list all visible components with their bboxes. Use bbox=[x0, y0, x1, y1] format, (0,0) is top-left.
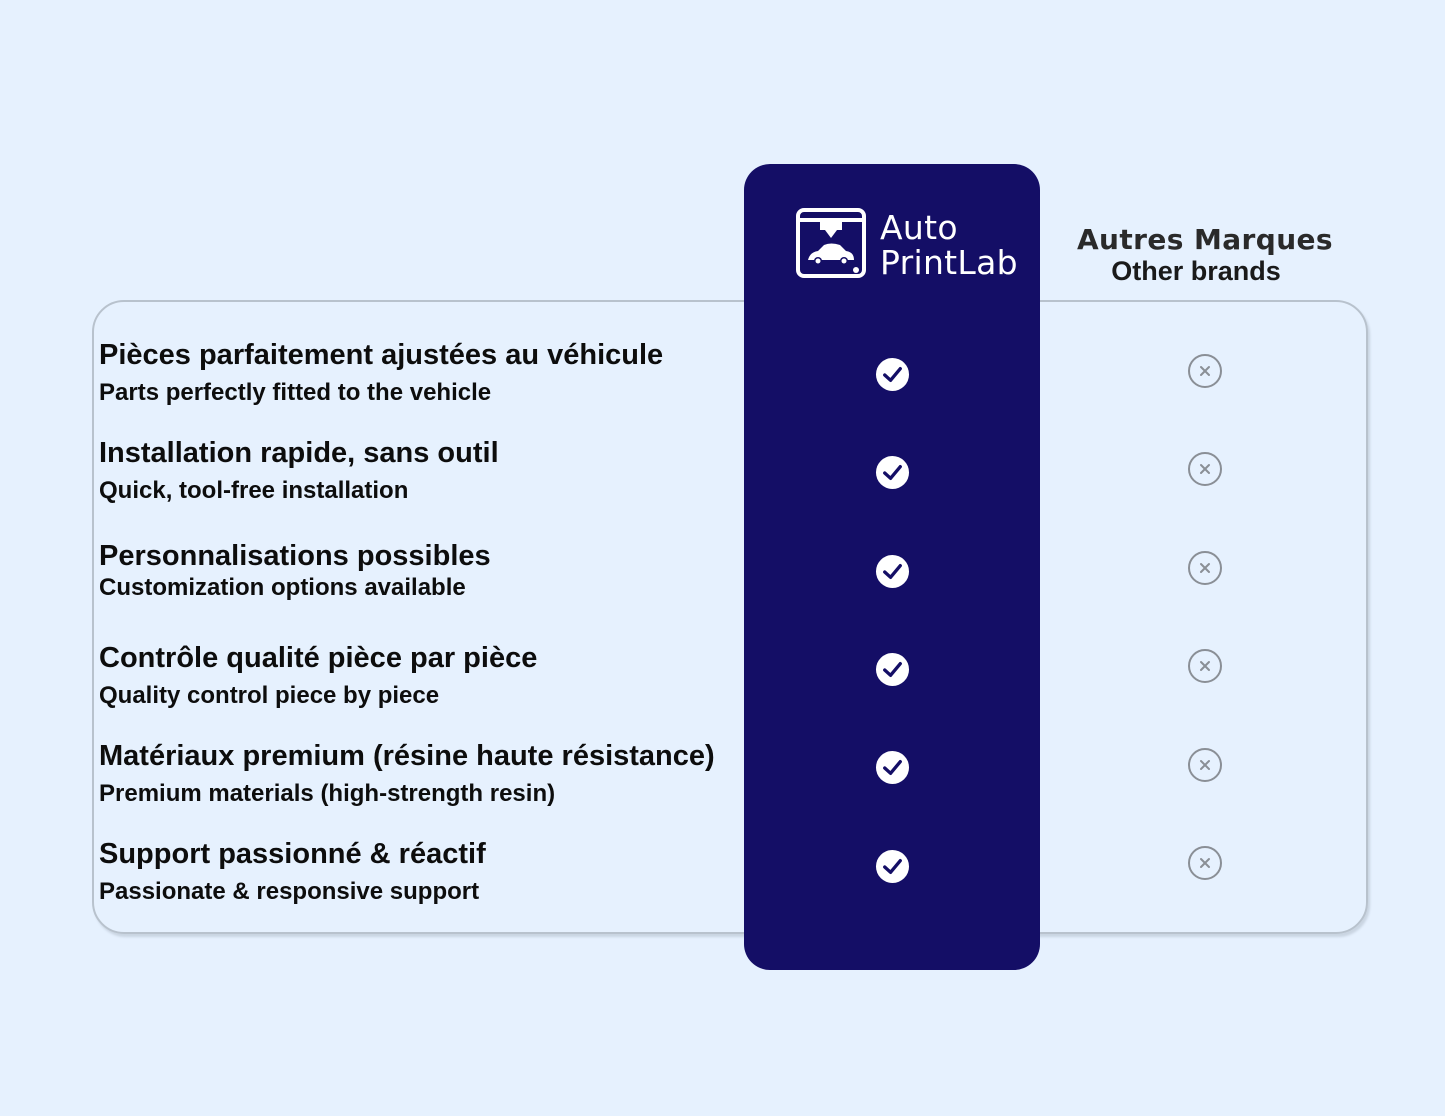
feature-title-en: Premium materials (high-strength resin) bbox=[99, 780, 556, 807]
feature-title-fr: Matériaux premium (résine haute résistance) bbox=[99, 740, 715, 772]
check-circle-icon bbox=[875, 357, 910, 392]
feature-row bbox=[99, 338, 749, 408]
x-circle-icon bbox=[1187, 845, 1223, 881]
feature-row bbox=[99, 539, 749, 603]
feature-row bbox=[99, 837, 749, 907]
feature-row bbox=[99, 641, 749, 711]
feature-title-en: Customization options available bbox=[99, 574, 466, 601]
feature-row bbox=[99, 739, 749, 809]
x-circle-icon bbox=[1187, 648, 1223, 684]
3d-printer-car-icon bbox=[796, 208, 866, 278]
feature-title-en: Quality control piece by piece bbox=[99, 682, 440, 709]
x-circle-icon bbox=[1187, 747, 1223, 783]
x-circle-icon bbox=[1187, 451, 1223, 487]
check-circle-icon bbox=[875, 652, 910, 687]
check-circle-icon bbox=[875, 750, 910, 785]
brand-name-line2: PrintLab bbox=[880, 243, 1018, 282]
feature-title-fr: Personnalisations possibles bbox=[99, 540, 491, 572]
feature-row bbox=[99, 436, 749, 506]
feature-title-en: Passionate & responsive support bbox=[99, 878, 480, 905]
check-circle-icon bbox=[875, 849, 910, 884]
feature-title-fr: Pièces parfaitement ajustées au véhicule bbox=[99, 339, 664, 371]
feature-title-fr: Installation rapide, sans outil bbox=[99, 437, 499, 469]
feature-title-fr: Contrôle qualité pièce par pièce bbox=[99, 642, 538, 674]
feature-title-en: Quick, tool-free installation bbox=[99, 477, 409, 504]
feature-title-en: Parts perfectly fitted to the vehicle bbox=[99, 379, 492, 406]
feature-title-fr: Support passionné & réactif bbox=[99, 838, 486, 870]
x-circle-icon bbox=[1187, 353, 1223, 389]
brand-name-line1: Auto bbox=[880, 208, 958, 247]
check-circle-icon bbox=[875, 455, 910, 490]
x-circle-icon bbox=[1187, 550, 1223, 586]
other-brands-title-en: Other brands bbox=[1111, 256, 1281, 286]
brand-name bbox=[880, 210, 1018, 280]
other-brands-header bbox=[1060, 224, 1350, 286]
check-circle-icon bbox=[875, 554, 910, 589]
other-brands-title-fr: Autres Marques bbox=[1076, 223, 1333, 256]
